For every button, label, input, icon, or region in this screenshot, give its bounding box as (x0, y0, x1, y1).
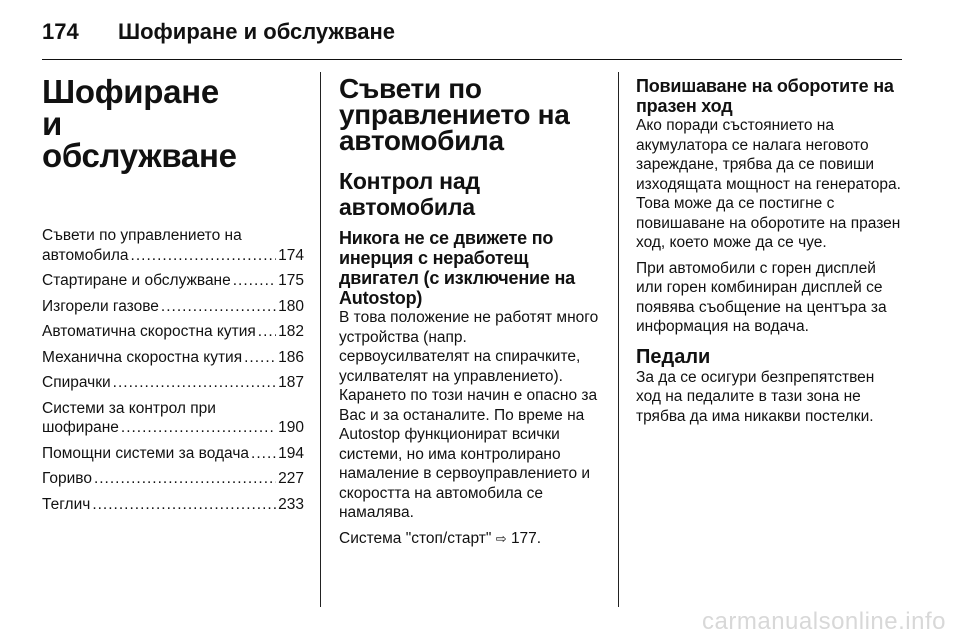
header-rule (42, 59, 902, 60)
toc-leader-dots (244, 348, 276, 368)
toc-entry-label: Теглич (42, 495, 91, 513)
reference-arrow-icon: ⇨ (495, 530, 507, 546)
subsection-heading: Контрол над автомобила (339, 168, 480, 220)
toc-entry[interactable] (42, 297, 304, 317)
toc-entry[interactable] (42, 322, 304, 342)
toc-entry-label: Изгорели газове (42, 297, 159, 315)
toc-leader-dots (131, 246, 277, 266)
toc-entry-label-line1: Съвети по управлението на (42, 227, 242, 244)
toc-entry-label: Автоматична скоростна кутия (42, 323, 256, 340)
page-number: 174 (42, 19, 79, 44)
section-heading: Съвети по управлението на автомобила (339, 73, 570, 156)
toc-entry-label-line1: Системи за контрол при (42, 399, 216, 417)
toc-entry-label: Спирачки (42, 374, 111, 391)
toc-entry-page: 182 (278, 323, 304, 340)
toc-entry-label: Гориво (42, 470, 92, 487)
toc-entry[interactable] (42, 399, 304, 438)
topic-heading: Никога не се движете по инерция с неработещ двигател (с изключение на Autostop) (339, 228, 575, 308)
pedals-heading: Педали (636, 345, 711, 368)
cross-reference[interactable] (339, 529, 601, 549)
toc-entry[interactable] (42, 495, 304, 515)
watermark: carmanualsonline.info (702, 608, 946, 635)
column-divider-1 (320, 72, 321, 607)
chapter-title: Шофиране и обслужване (42, 73, 237, 174)
toc-entry-label: Помощни системи за водача (42, 444, 250, 462)
toc-entry-label: Стартиране и обслужване (42, 272, 231, 289)
pedals-paragraph: За да се осигури безпрепятствен ход на педалите в тази зона не трябва да има никакви постелки. (636, 368, 875, 425)
toc-entry-page: 190 (278, 419, 304, 436)
toc-entry-page: 175 (278, 272, 304, 289)
toc-column (42, 73, 304, 520)
toc-entry-page: 180 (278, 297, 304, 315)
cross-reference-page: 177. (510, 529, 542, 547)
toc-leader-dots (251, 444, 276, 464)
toc-entry-page: 194 (278, 444, 304, 462)
toc-leader-dots (233, 271, 276, 291)
toc-leader-dots (258, 322, 276, 342)
idle-paragraph-1: Ако поради състоянието на акумулатора се налага неговото зареждане, трябва да се повиши изходящата мощност на генератора. Това може да се постигне с повишаване на оборотите на празен ход, което може да се чуе. (636, 117, 901, 251)
toc-entry[interactable] (42, 271, 304, 291)
toc-entry[interactable] (42, 373, 304, 393)
idle-paragraph-2: При автомобили с горен дисплей или горен комбиниран дисплей се появява съобщение на центъра за информация на водача. (636, 259, 887, 335)
toc-leader-dots (161, 297, 276, 317)
topic-heading-idle: Повишаване на оборотите на празен ход (636, 76, 894, 116)
toc-entry[interactable] (42, 469, 304, 489)
toc-entry-label: Механична скоростна кутия (42, 348, 243, 366)
toc-entry-page: 233 (278, 495, 304, 513)
content-column-2 (339, 73, 601, 554)
content-column-3 (636, 76, 902, 432)
toc-entry-page: 187 (278, 374, 304, 391)
toc-entry-label: автомобила (42, 246, 129, 264)
toc-leader-dots (121, 418, 276, 438)
autostop-paragraph: В това положение не работят много устройства (напр. сервоусилвателят на спирачките, усилвателят на управлението). Карането по този начин е опасно за Вас и за останалите. По време на Autostop функционират всички системи, но има контролирано намаление в сервоуправлението и скоростта на автомобила се намалява. (339, 309, 599, 521)
toc-list (42, 226, 304, 514)
toc-entry-page: 186 (278, 348, 304, 366)
toc-entry-page: 227 (278, 470, 304, 487)
cross-reference-label: Система "стоп/старт" (339, 529, 492, 547)
toc-leader-dots (92, 495, 276, 515)
toc-entry[interactable] (42, 226, 304, 265)
toc-leader-dots (113, 373, 276, 393)
running-title: Шофиране и обслужване (118, 19, 396, 44)
toc-entry[interactable] (42, 348, 304, 368)
toc-entry-page: 174 (278, 246, 304, 264)
column-divider-2 (618, 72, 619, 607)
page-header (42, 14, 902, 50)
toc-entry[interactable] (42, 444, 304, 464)
toc-entry-label: шофиране (42, 419, 119, 436)
toc-leader-dots (94, 469, 276, 489)
